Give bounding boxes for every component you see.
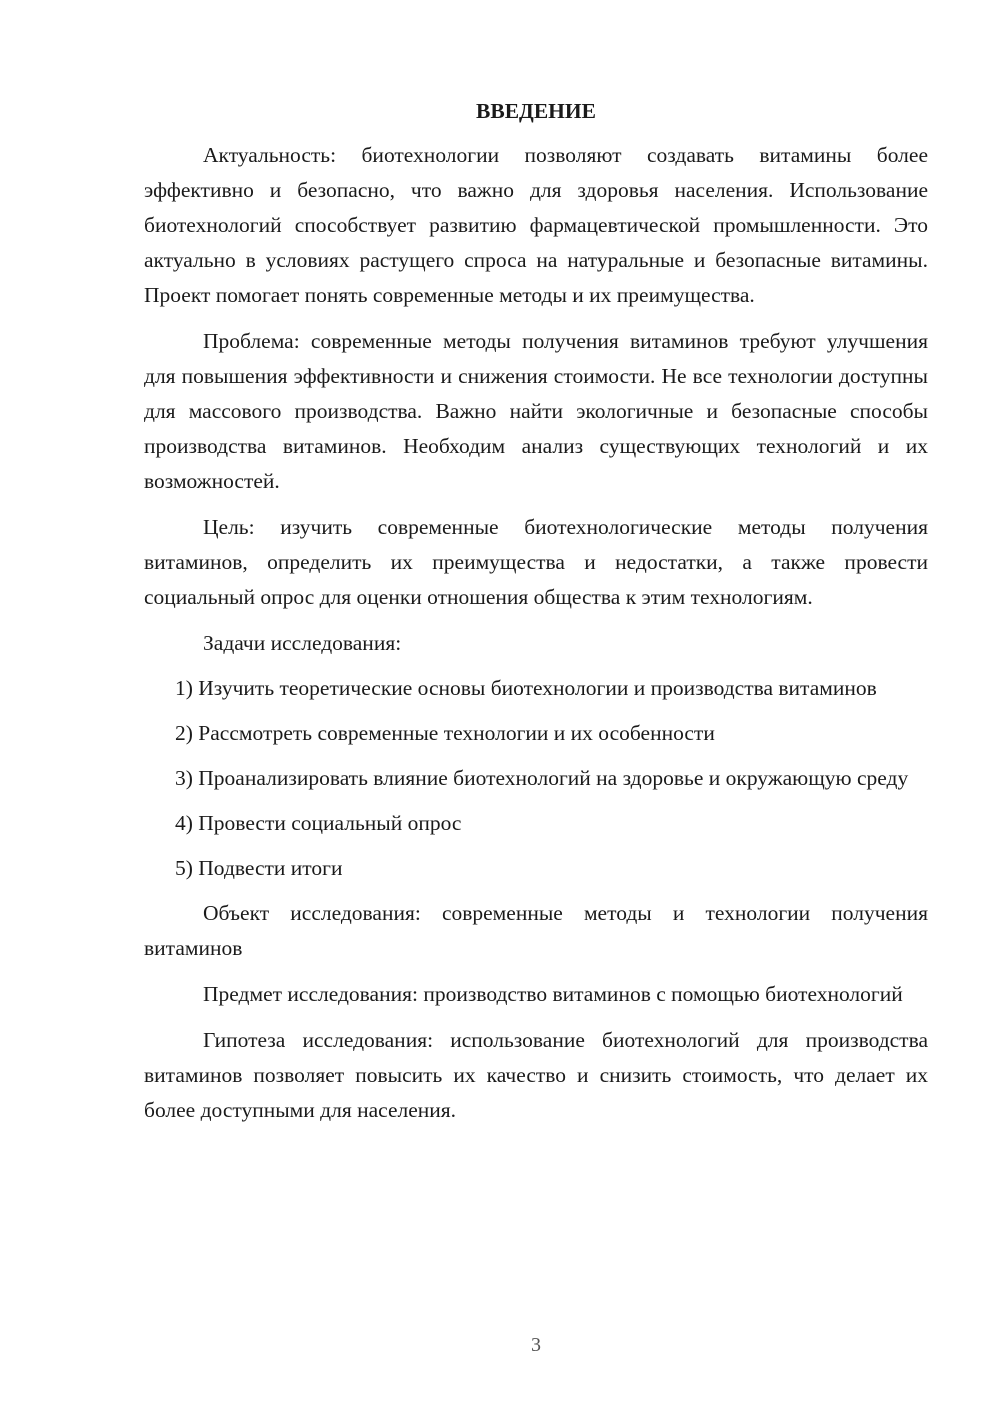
tasks-title: Задачи исследования: <box>203 631 402 655</box>
page-number: 3 <box>531 1334 541 1356</box>
section-heading: ВВЕДЕНИЕ <box>476 99 596 123</box>
paragraph-subject: Предмет исследования: производство витаминов с помощью биотехнологий <box>203 982 903 1006</box>
paragraph-problem: Проблема: современные методы получения витаминов требуют улучшения для повышения эффективности и снижения стоимости. Не все технологии доступны для массового производства. Важно найти экологичные и безопасные способы производства витаминов. Необходим анализ существующих технологий и их возможностей. <box>144 329 928 493</box>
paragraph-hypothesis: Гипотеза исследования: использование биотехнологий для производства витаминов позволяет повысить их качество и снизить стоимость, что делает их более доступными для населения. <box>144 1028 928 1122</box>
document-page <box>144 96 928 1139</box>
paragraph-goal: Цель: изучить современные биотехнологические методы получения витаминов, определить их преимущества и недостатки, а также провести социальный опрос для оценки отношения общества к этим технологиям. <box>144 515 928 609</box>
tasks-list <box>144 671 928 886</box>
list-item: 5) Подвести итоги <box>175 856 343 880</box>
list-item: 1) Изучить теоретические основы биотехнологии и производства витаминов <box>175 676 877 700</box>
list-item: 3) Проанализировать влияние биотехнологий на здоровье и окружающую среду <box>175 766 909 790</box>
paragraph-relevance: Актуальность: биотехнологии позволяют создавать витамины более эффективно и безопасно, что важно для здоровья населения. Использование биотехнологий способствует развитию фармацевтической промышленности. Это актуально в условиях растущего спроса на натуральные и безопасные витамины. Проект помогает понять современные методы и их преимущества. <box>144 143 928 307</box>
list-item: 4) Провести социальный опрос <box>175 811 462 835</box>
list-item: 2) Рассмотреть современные технологии и их особенности <box>175 721 715 745</box>
paragraph-object: Объект исследования: современные методы и технологии получения витаминов <box>144 901 928 960</box>
